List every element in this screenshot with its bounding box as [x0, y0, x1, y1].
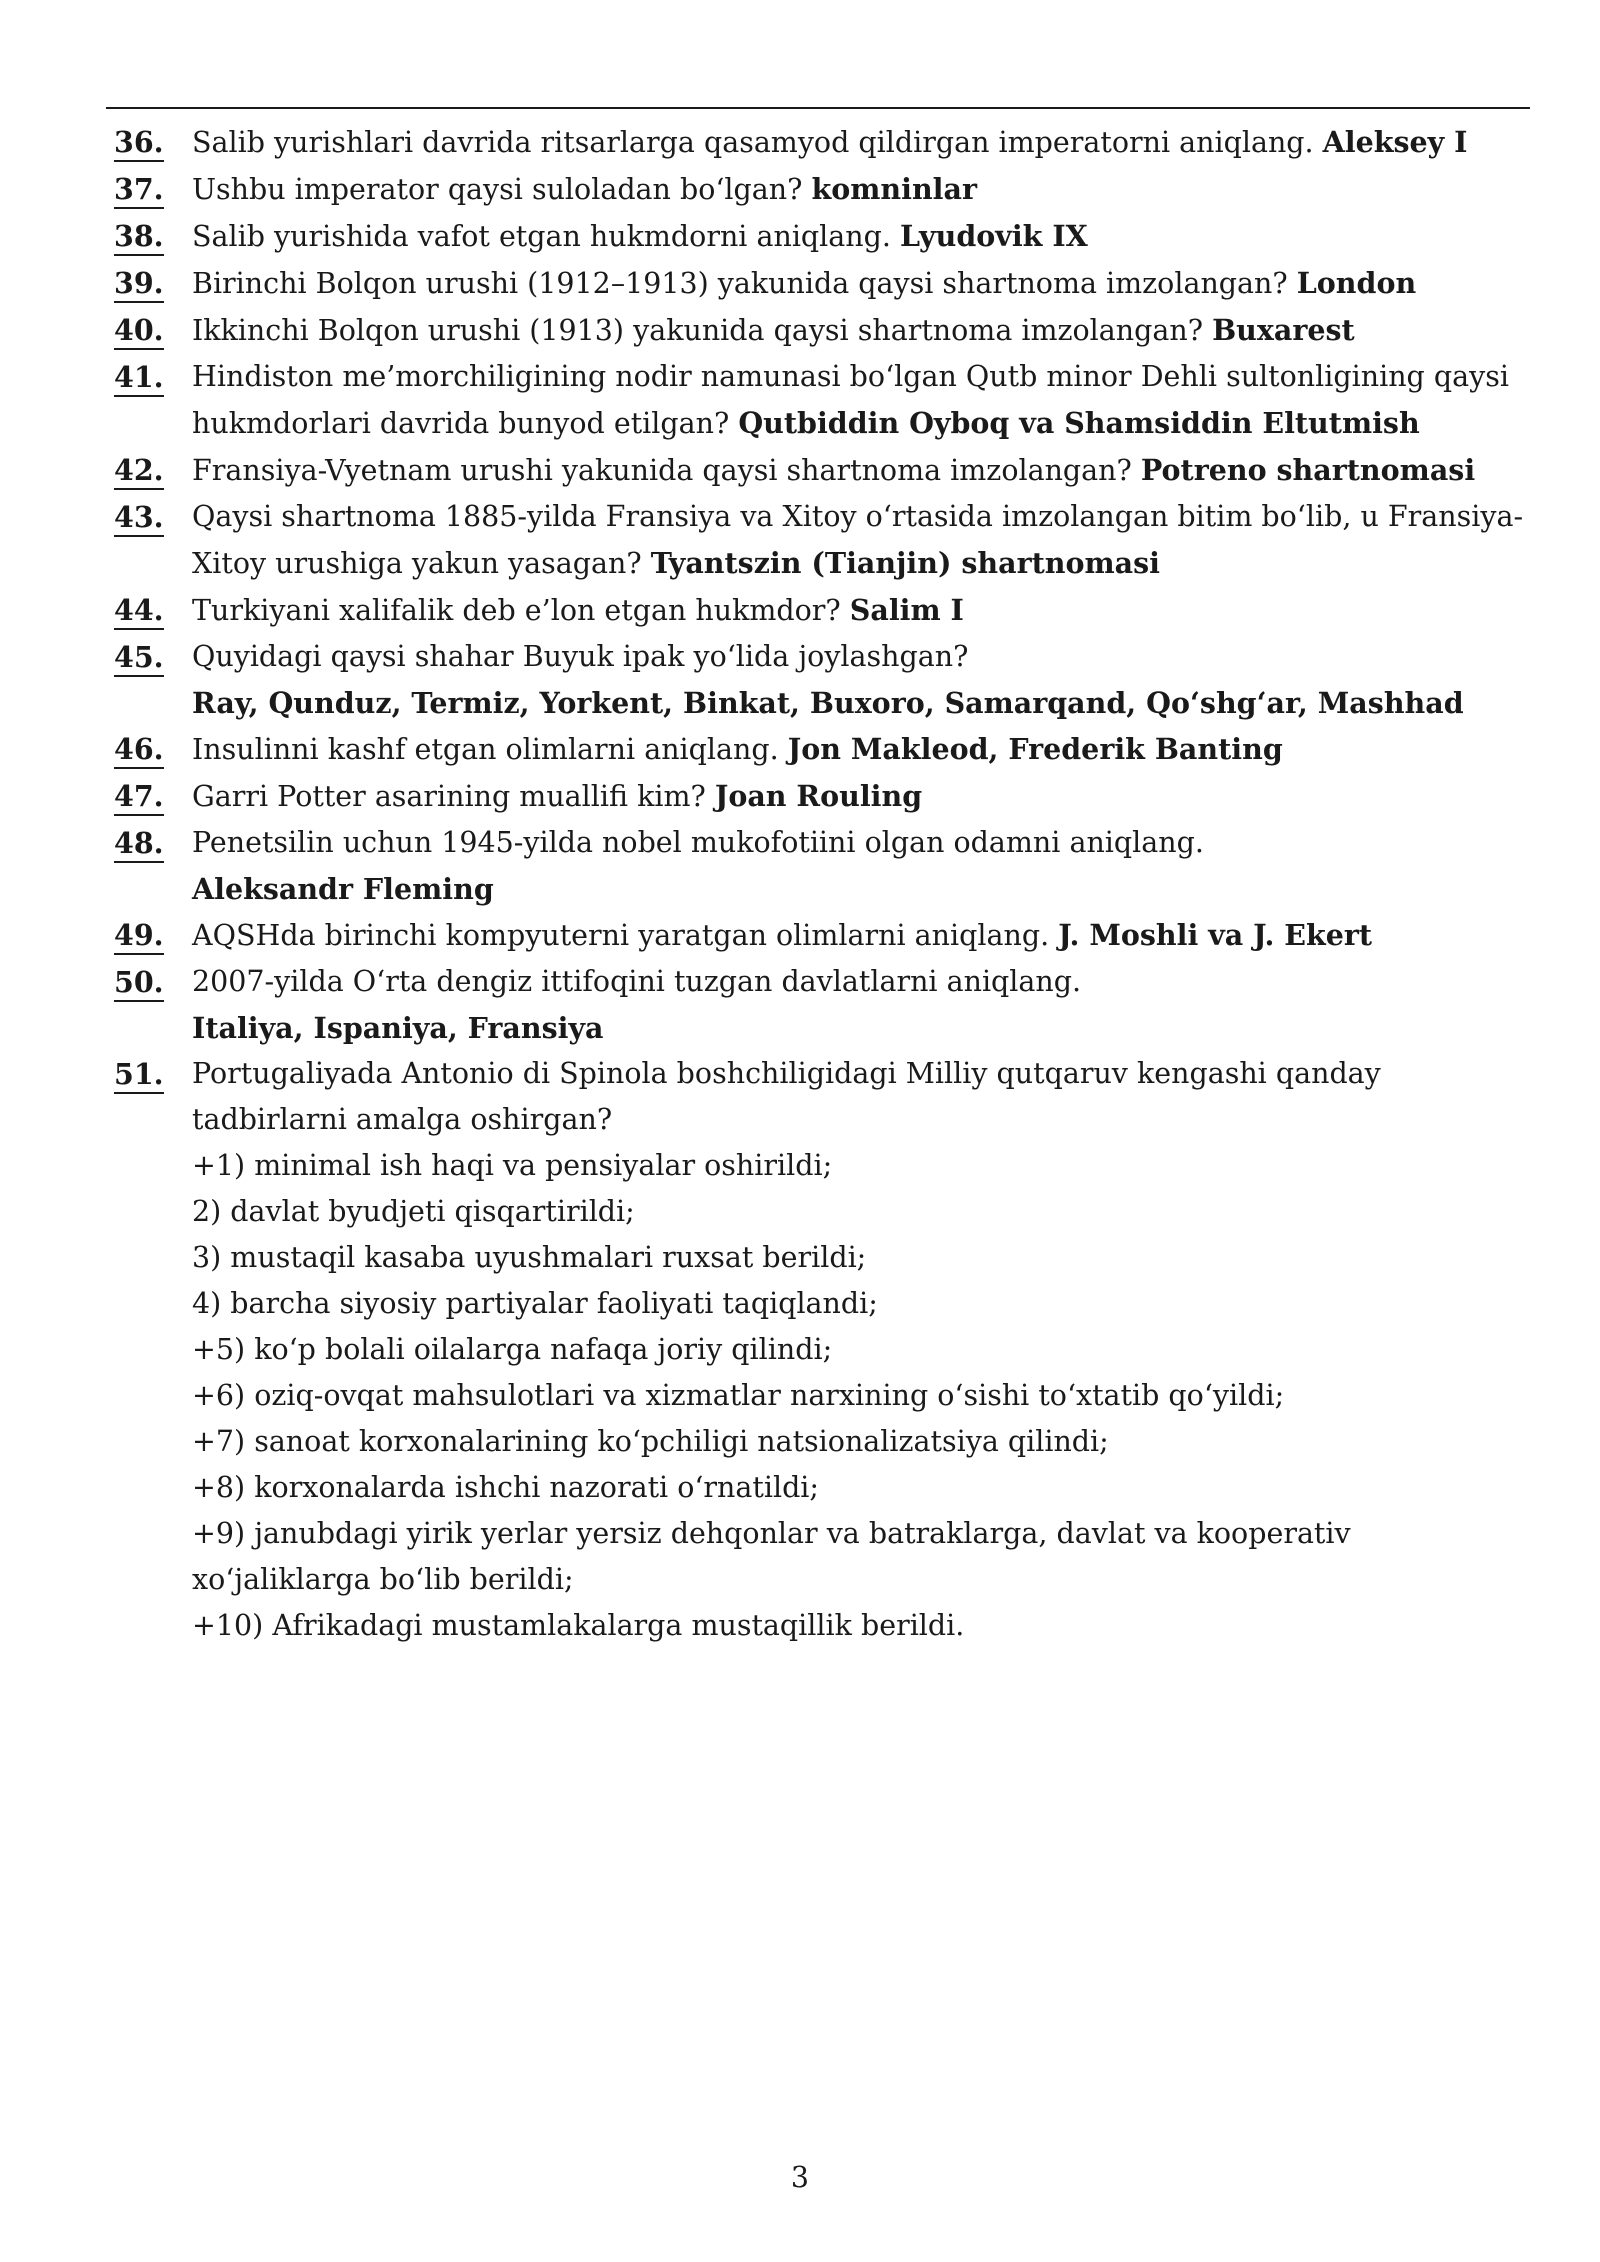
question-text: Ikkinchi Bolqon urushi (1913) yakunida qaysi shartnoma imzolangan? [192, 314, 1204, 347]
question-37 [114, 166, 1530, 213]
answer-text: Buxarest [1212, 313, 1355, 347]
option-4: 4) barcha siyosiy partiyalar faoliyati taqiqlandi; [192, 1287, 878, 1320]
option-2: 2) davlat byudjeti qisqartirildi; [192, 1195, 635, 1228]
page-number: 3 [790, 2161, 810, 2194]
question-text: Garri Potter asarining muallifi kim? [192, 780, 706, 813]
option-6: +6) oziq-ovqat mahsulotlari va xizmatlar narxining o‘sishi to‘xtatib qo‘yildi; [192, 1379, 1285, 1412]
question-number: 47. [114, 779, 164, 816]
option-3: 3) mustaqil kasaba uyushmalari ruxsat berildi; [192, 1241, 867, 1274]
option-8: +8) korxonalarda ishchi nazorati o‘rnatildi; [192, 1471, 820, 1504]
top-rule [106, 107, 1530, 109]
question-text: Penetsilin uchun 1945-yilda nobel mukofotiini olgan odamni aniqlang. [192, 826, 1204, 859]
answer-text: Potreno shartnomasi [1140, 453, 1476, 487]
question-text: Salib yurishlari davrida ritsarlarga qasamyod qildirgan imperatorni aniqlang. [192, 126, 1314, 159]
question-46 [114, 726, 1530, 773]
question-text: Salib yurishida vafot etgan hukmdorni aniqlang. [192, 220, 891, 253]
question-text: Birinchi Bolqon urushi (1912–1913) yakunida qaysi shartnoma imzolangan? [192, 267, 1288, 300]
question-text: Turkiyani xalifalik deb e’lon etgan hukmdor? [192, 594, 841, 627]
question-41 [114, 354, 1530, 447]
question-text: Quyidagi qaysi shahar Buyuk ipak yo‘lida joylashgan? [192, 640, 969, 673]
question-number: 46. [114, 732, 164, 769]
question-50 [114, 959, 1530, 1051]
answer-text: Tyantszin (Tianjin) shartnomasi [650, 546, 1160, 580]
question-49 [114, 912, 1530, 959]
question-list [114, 119, 1530, 1649]
question-number: 45. [114, 640, 164, 677]
question-number: 36. [114, 125, 164, 162]
question-number: 43. [114, 500, 164, 537]
question-text: Ushbu imperator qaysi suloladan bo‘lgan? [192, 173, 803, 206]
question-number: 42. [114, 453, 164, 490]
question-51 [114, 1051, 1530, 1649]
answer-text: Jon Makleod, Frederik Banting [787, 732, 1283, 766]
answer-text: Aleksandr Fleming [192, 872, 494, 906]
question-38 [114, 213, 1530, 260]
question-40 [114, 307, 1530, 354]
question-48 [114, 820, 1530, 912]
answer-text: J. Moshli va J. Ekert [1058, 918, 1373, 952]
answer-text: Joan Rouling [714, 779, 923, 813]
question-44 [114, 587, 1530, 634]
question-number: 44. [114, 593, 164, 630]
question-text: 2007-yilda O‘rta dengiz ittifoqini tuzgan davlatlarni aniqlang. [192, 965, 1082, 998]
option-1: +1) minimal ish haqi va pensiyalar oshirildi; [192, 1149, 833, 1182]
question-text: Hindiston me’morchiligining nodir namunasi bo‘lgan Qutb minor Dehli sultonligining qaysi hukmdorlari davrida bunyod etilgan? [192, 360, 1509, 440]
answer-text: Qutbiddin Oyboq va Shamsiddin Eltutmish [738, 406, 1420, 440]
question-number: 37. [114, 172, 164, 209]
answer-options [192, 1143, 1530, 1649]
question-number: 49. [114, 918, 164, 955]
answer-text: Lyudovik IX [900, 219, 1088, 253]
option-10: +10) Afrikadagi mustamlakalarga mustaqillik berildi. [192, 1609, 965, 1642]
question-number: 48. [114, 826, 164, 863]
option-7: +7) sanoat korxonalarining ko‘pchiligi natsionalizatsiya qilindi; [192, 1425, 1109, 1458]
answer-text: London [1296, 266, 1417, 300]
question-39 [114, 260, 1530, 307]
answer-text: komninlar [811, 172, 977, 206]
answer-text: Italiya, Ispaniya, Fransiya [192, 1011, 604, 1045]
question-number: 50. [114, 965, 164, 1002]
option-9: +9) janubdagi yirik yerlar yersiz dehqonlar va batraklarga, davlat va kooperativ xo‘jaliklarga bo‘lib berildi; [192, 1517, 1351, 1596]
answer-text: Ray, Qunduz, Termiz, Yorkent, Binkat, Buxoro, Samarqand, Qo‘shg‘ar, Mashhad [192, 686, 1464, 720]
question-text: Portugaliyada Antonio di Spinola boshchiligidagi Milliy qutqaruv kengashi qanday tadbirlarni amalga oshirgan? [192, 1057, 1381, 1136]
question-42 [114, 447, 1530, 494]
question-43 [114, 494, 1530, 587]
question-36 [114, 119, 1530, 166]
question-text: Fransiya-Vyetnam urushi yakunida qaysi shartnoma imzolangan? [192, 454, 1132, 487]
question-number: 51. [114, 1057, 164, 1094]
answer-text: Salim I [849, 593, 964, 627]
option-5: +5) ko‘p bolali oilalarga nafaqa joriy qilindi; [192, 1333, 833, 1366]
question-text: Insulinni kashf etgan olimlarni aniqlang. [192, 733, 779, 766]
question-number: 38. [114, 219, 164, 256]
answer-text: Aleksey I [1322, 125, 1468, 159]
question-47 [114, 773, 1530, 820]
question-number: 39. [114, 266, 164, 303]
question-text: AQSHda birinchi kompyuterni yaratgan olimlarni aniqlang. [192, 919, 1050, 952]
question-45 [114, 634, 1530, 726]
question-number: 41. [114, 360, 164, 397]
question-text: Qaysi shartnoma 1885-yilda Fransiya va Xitoy o‘rtasida imzolangan bitim bo‘lib, u Fransiya-Xitoy urushiga yakun yasagan? [192, 500, 1524, 580]
question-number: 40. [114, 313, 164, 350]
